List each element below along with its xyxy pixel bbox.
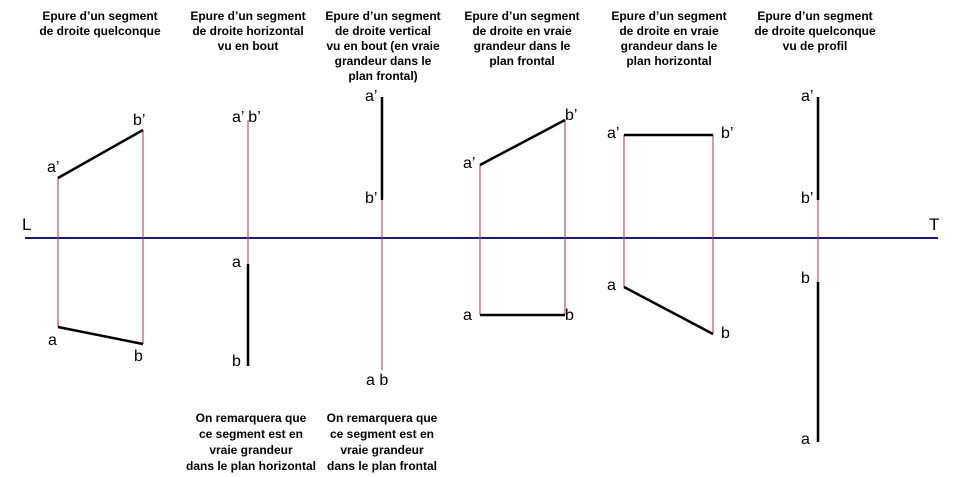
note-line: ce segment est en	[329, 427, 435, 441]
title-line: vu en bout	[217, 39, 279, 53]
note-line: vraie grandeur	[340, 443, 424, 457]
label-a: a	[801, 431, 810, 448]
title-line: de droite quelconque	[754, 24, 876, 38]
diagram-6-vu-de-profil	[801, 88, 818, 448]
label-a: a	[607, 277, 616, 294]
diagram-2-horizontal-vu-en-bout	[232, 109, 261, 370]
title-diagram-4	[442, 9, 602, 69]
label-a-prime-b-prime: a’ b’	[232, 109, 261, 126]
label-a-prime: a’	[365, 88, 378, 105]
title-diagram-5	[589, 9, 749, 69]
title-line: Epure d’un segment	[42, 9, 158, 23]
label-b-prime: b’	[801, 190, 814, 207]
label-a-prime: a’	[463, 155, 476, 172]
title-line: grandeur dans le	[620, 39, 718, 53]
label-b: b	[565, 307, 574, 324]
note-line: On remarquera que	[326, 411, 438, 425]
label-a: a	[463, 307, 472, 324]
title-diagram-3	[303, 9, 463, 84]
segment-top-view	[624, 287, 713, 334]
title-line: vu de profil	[782, 39, 848, 53]
note-line: ce segment est en	[198, 427, 304, 441]
label-b-prime: b’	[721, 125, 734, 142]
title-line: Epure d’un segment	[325, 9, 441, 23]
diagram-4-vraie-grandeur-frontal	[463, 107, 577, 324]
label-b: b	[721, 325, 730, 342]
title-line: grandeur dans le	[473, 39, 571, 53]
label-b: b	[134, 348, 143, 365]
label-a: a	[48, 332, 57, 349]
label-b: b	[801, 270, 810, 287]
title-line: grandeur dans le	[334, 54, 432, 68]
label-a: a	[232, 254, 241, 271]
title-line: Epure d’un segment	[611, 9, 727, 23]
title-line: Epure d’un segment	[464, 9, 580, 23]
segment-front-view	[480, 120, 565, 165]
title-line: plan horizontal	[626, 54, 712, 68]
label-a-prime: a’	[47, 159, 60, 176]
title-line: plan frontal	[489, 54, 555, 68]
label-a-prime: a’	[607, 125, 620, 142]
title-line: Epure d’un segment	[757, 9, 873, 23]
label-a-b: a b	[366, 372, 389, 389]
label-a-prime: a’	[801, 88, 814, 105]
title-diagram-6	[735, 9, 895, 54]
title-line: de droite en vraie	[619, 24, 719, 38]
title-line: de droite quelconque	[39, 24, 161, 38]
title-line: vu en bout (en vraie	[326, 39, 440, 53]
label-b-prime: b’	[133, 112, 146, 129]
title-line: Epure d’un segment	[190, 9, 306, 23]
title-line: plan frontal)	[348, 69, 418, 83]
segment-top-view	[58, 327, 143, 344]
note-horizontal	[176, 410, 326, 474]
note-line: dans le plan horizontal	[185, 459, 316, 473]
title-diagram-1	[20, 9, 180, 39]
label-b: b	[232, 353, 241, 370]
note-line: dans le plan frontal	[326, 459, 437, 473]
label-b-prime: b’	[365, 190, 378, 207]
label-b-prime: b’	[565, 107, 578, 124]
note-line: vraie grandeur	[209, 443, 293, 457]
axis-label-l: L	[22, 215, 32, 234]
note-line: On remarquera que	[195, 411, 307, 425]
diagram-5-vraie-grandeur-horizontal	[607, 125, 733, 342]
axis-label-t: T	[929, 215, 940, 234]
title-line: de droite horizontal	[192, 24, 304, 38]
title-line: de droite vertical	[334, 24, 432, 38]
note-frontal	[312, 410, 452, 474]
segment-front-view	[58, 130, 143, 178]
title-line: de droite en vraie	[472, 24, 572, 38]
